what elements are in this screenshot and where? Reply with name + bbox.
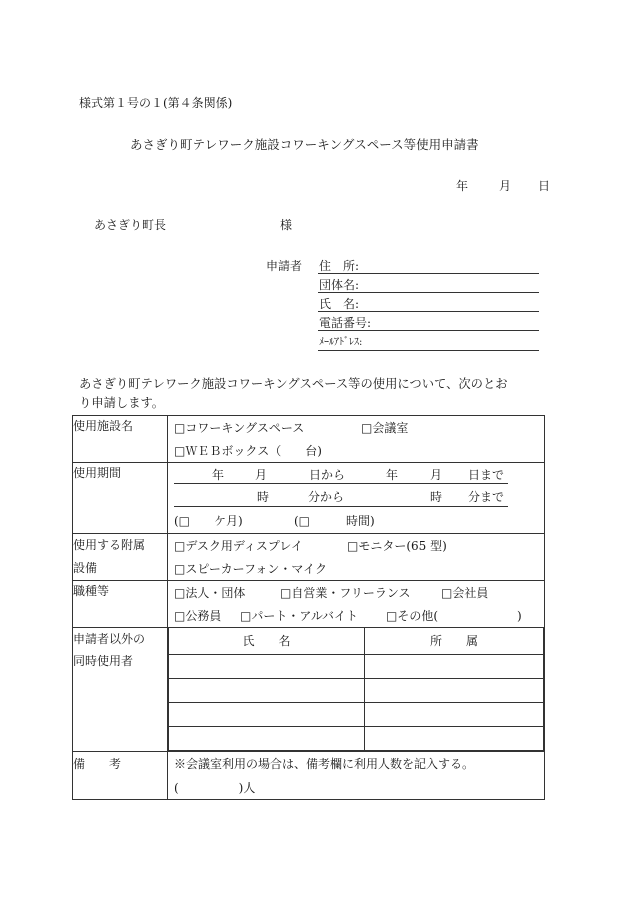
- period-label: 使用期間: [73, 463, 168, 534]
- others-affiliation-cell[interactable]: [365, 727, 544, 751]
- applicant-address-label: 住 所:: [319, 259, 360, 273]
- form-title: あさぎり町テレワーク施設コワーキングスペース等使用申請書: [130, 137, 479, 152]
- occupation-option-civil-servant[interactable]: □公務員: [174, 609, 222, 623]
- others-col-affiliation-header: 所 属: [365, 628, 544, 655]
- application-table: [72, 415, 545, 800]
- period-day-to-label: 日まで: [468, 468, 505, 482]
- intro-line-1: あさぎり町テレワーク施設コワーキングスペース等の使用について、次のとお: [79, 377, 508, 391]
- period-year2-label: 年: [386, 468, 399, 482]
- applicant-email-label: ﾒｰﾙｱﾄﾞﾚｽ:: [319, 337, 363, 348]
- period-hour2-label: 時: [430, 490, 443, 504]
- others-header-row: [169, 628, 544, 655]
- period-date-line[interactable]: [168, 463, 544, 485]
- others-affiliation-cell[interactable]: [365, 679, 544, 703]
- table-row: [169, 727, 544, 751]
- remarks-note: ※会議室利用の場合は、備考欄に利用人数を記入する。: [174, 757, 475, 771]
- date-day-label: 日: [538, 179, 551, 193]
- facility-option-web-box[interactable]: □ＷＥＢボックス（ 台): [174, 444, 322, 458]
- period-min-from-label: 分から: [308, 490, 345, 504]
- equipment-label-line-2: 設備: [73, 561, 98, 575]
- table-row-others: [73, 628, 545, 752]
- others-label-line-2: 同時使用者: [73, 654, 134, 668]
- others-name-cell[interactable]: [169, 655, 365, 679]
- period-hours-option[interactable]: (□ 時間): [294, 514, 375, 528]
- others-name-cell[interactable]: [169, 727, 365, 751]
- period-min-to-label: 分まで: [468, 490, 505, 504]
- others-label-line-1: 申請者以外の: [73, 632, 146, 646]
- occupation-option-employee[interactable]: □会社員: [441, 586, 489, 600]
- others-affiliation-cell[interactable]: [365, 703, 544, 727]
- form-number: 様式第１号の１(第４条関係): [79, 96, 233, 110]
- occupation-option-other[interactable]: □その他(: [386, 609, 439, 623]
- others-name-cell[interactable]: [169, 703, 365, 727]
- period-date-underline: [174, 483, 508, 484]
- applicant-org-field[interactable]: [318, 292, 539, 293]
- period-year-label: 年: [212, 468, 225, 482]
- occupation-option-self-employed[interactable]: □自営業・フリーランス: [280, 586, 411, 600]
- table-row-period: [73, 463, 545, 534]
- table-row-occupation: [73, 581, 545, 628]
- occupation-option-part-time[interactable]: □パート・アルバイト: [240, 609, 359, 623]
- period-day-from-label: 日から: [309, 468, 346, 482]
- date-year-label: 年: [456, 179, 469, 193]
- honorific: 様: [280, 218, 293, 232]
- date-month-label: 月: [499, 179, 512, 193]
- applicant-name-field[interactable]: [318, 311, 539, 312]
- table-row-facility: [73, 416, 545, 463]
- others-col-name-header: 氏 名: [169, 628, 365, 655]
- table-row: [169, 655, 544, 679]
- applicant-label: 申請者: [266, 259, 303, 273]
- remarks-people-count-field[interactable]: ( )人: [174, 781, 256, 795]
- facility-option-coworking[interactable]: □コワーキングスペース: [174, 421, 305, 435]
- equipment-label-line-1: 使用する附属: [73, 538, 146, 552]
- occupation-option-corporation[interactable]: □法人・団体: [174, 586, 246, 600]
- others-name-cell[interactable]: [169, 679, 365, 703]
- applicant-phone-label: 電話番号:: [319, 316, 372, 330]
- applicant-address-field[interactable]: [318, 273, 539, 274]
- remarks-label: 備 考: [73, 752, 168, 800]
- occupation-other-close-paren: ): [517, 609, 522, 623]
- others-subtable: [168, 628, 544, 751]
- period-months-option[interactable]: (□ ケ月): [174, 514, 243, 528]
- equipment-option-speakerphone[interactable]: □スピーカーフォン・マイク: [174, 562, 327, 576]
- period-month-label: 月: [255, 468, 268, 482]
- period-time-line[interactable]: [168, 485, 544, 509]
- others-affiliation-cell[interactable]: [365, 655, 544, 679]
- period-month2-label: 月: [430, 468, 443, 482]
- table-row: [169, 679, 544, 703]
- table-row: [169, 703, 544, 727]
- applicant-name-label: 氏 名:: [319, 297, 360, 311]
- addressee: あさぎり町長: [94, 218, 167, 232]
- occupation-label: 職種等: [73, 581, 168, 628]
- facility-label: 使用施設名: [73, 416, 168, 463]
- equipment-option-monitor[interactable]: □モニター(65 型): [347, 539, 447, 553]
- applicant-email-field[interactable]: [318, 350, 539, 351]
- table-row-equipment: [73, 534, 545, 581]
- intro-line-2: り申請します。: [79, 396, 165, 410]
- applicant-phone-field[interactable]: [318, 330, 539, 331]
- applicant-org-label: 団体名:: [319, 278, 360, 292]
- table-row-remarks: [73, 752, 545, 800]
- period-hour-label: 時: [257, 490, 270, 504]
- facility-option-meeting-room[interactable]: □会議室: [361, 421, 409, 435]
- equipment-option-desk-display[interactable]: □デスク用ディスプレイ: [174, 539, 303, 553]
- period-time-underline: [174, 506, 508, 507]
